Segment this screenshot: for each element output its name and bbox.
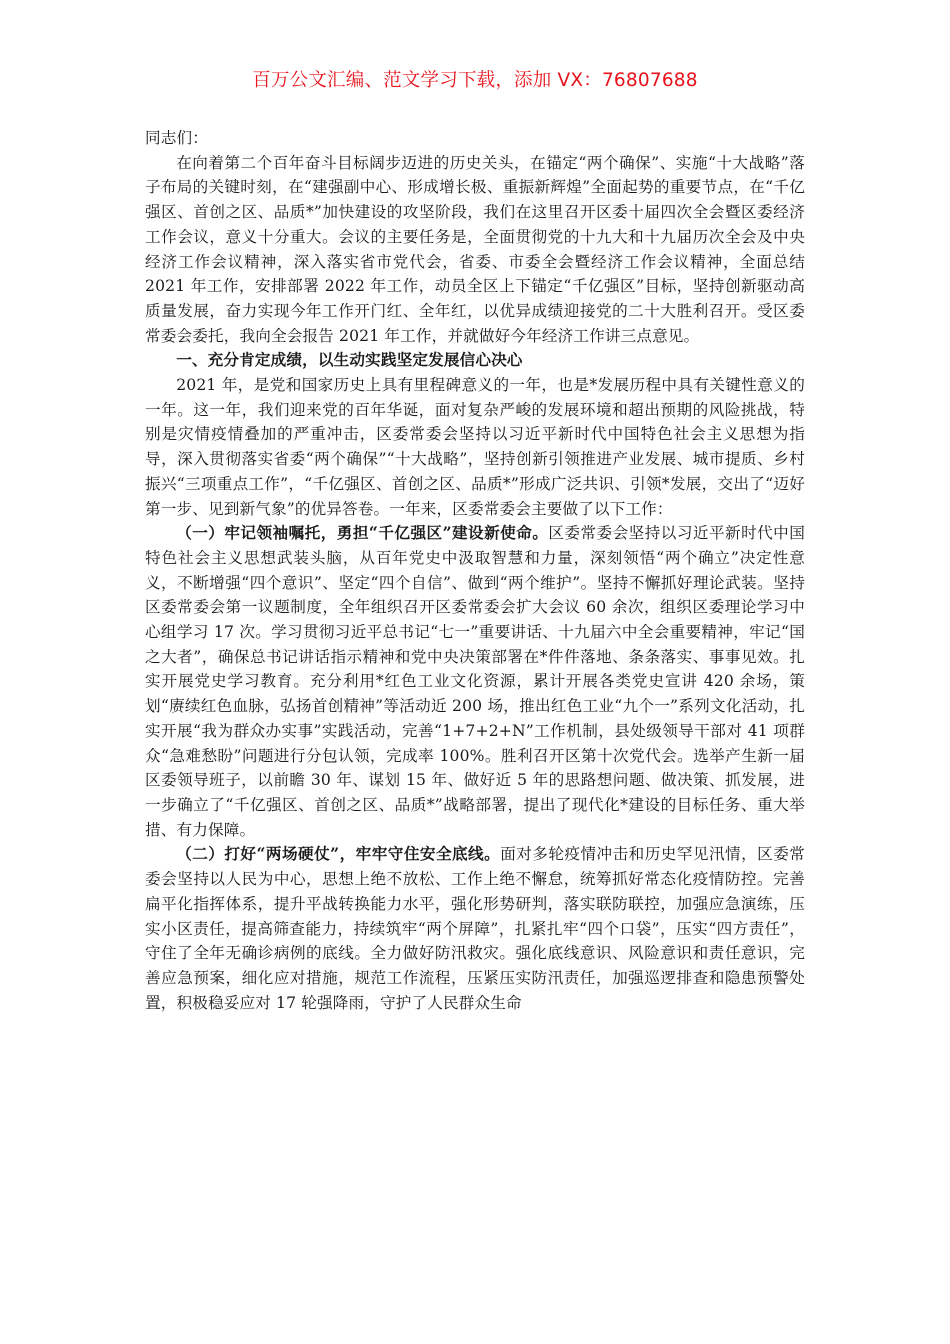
subsection-text-2: 面对多轮疫情冲击和历史罕见汛情，区委常委会坚持以人民为中心，思想上绝不放松、工作上绝不懈怠，统筹抓好常态化疫情防控。完善扁平化指挥体系，提升平战转换能力水平，强化形势研判，落实联防联控，加强应急演练，压实小区责任，提高筛查能力，持续筑牢“两个屏障”，扎紧扎牢“四个口袋”，压实“四方责任”，守住了全年无确诊病例的底线。全力做好防汛救灾。强化底线意识、风险意识和责任意识，完善应急预案，细化应对措施，规范工作流程，压紧压实防汛责任，加强巡逻排查和隐患预警处置，积极稳妥应对 17 轮强降雨，守护了人民群众生命 <box>145 845 805 1012</box>
subsection-text-1: 区委常委会坚持以习近平新时代中国特色社会主义思想武装头脑，从百年党史中汲取智慧和力量，深刻领悟“两个确立”决定性意义，不断增强“四个意识”、坚定“四个自信”、做到“两个维护”。坚持不懈抓好理论武装。坚持区委常委会第一议题制度，全年组织召开区委常委会扩大会议 60 余次，组织区委理论学习中心组学习 17 次。学习贯彻习近平总书记“七一”重要讲话、十九届六中全会重要精神，牢记“国之大者”，确保总书记讲话指示精神和党中央决策部署在*件件落地、条条落实、事事见效。扎实开展党史学习教育。充分利用*红色工业文化资源，累计开展各类党史宣讲 420 余场，策划“赓续红色血脉，弘扬首创精神”等活动近 200 场，推出红色工业“九个一”系列文化活动，扎实开展“我为群众办实事”实践活动，完善“1+7+2+N”工作机制，县处级领导干部对 41 项群众“急难愁盼”问题进行分包认领，完成率 100%。胜利召开区第十次党代会。选举产生新一届区委领导班子，以前瞻 30 年、谋划 15 年、做好近 5 年的思路想问题、做决策、抓发展，进一步确立了“千亿强区、首创之区、品质*”战略部署，提出了现代化*建设的目标任务、重大举措、有力保障。 <box>145 524 805 839</box>
subsection-heading-2: （二）打好“两场硬仗”，牢牢守住安全底线。 <box>176 844 501 864</box>
subsection-heading-1: （一）牢记领袖嘱托，勇担“千亿强区”建设新使命。 <box>176 523 549 543</box>
subsection-paragraph-2 <box>145 842 805 1015</box>
salutation: 同志们： <box>145 129 208 147</box>
document-body <box>145 126 805 1015</box>
section-paragraph: 2021 年，是党和国家历史上具有里程碑意义的一年，也是*发展历程中具有关键性意义的一年。这一年，我们迎来党的百年华诞，面对复杂严峻的发展环境和超出预期的风险挑战，特别是灾情疫情叠加的严重冲击，区委常委会坚持以习近平新时代中国特色社会主义思想为指导，深入贯彻落实省委“两个确保”“十大战略”，坚持创新引领推进产业发展、城市提质、乡村振兴“三项重点工作”，“千亿强区、首创之区、品质*”形成广泛共识、引领*发展，交出了“迈好第一步、见到新气象”的优异答卷。一年来，区委常委会主要做了以下工作： <box>145 376 805 518</box>
intro-paragraph: 在向着第二个百年奋斗目标阔步迈进的历史关头，在锚定“两个确保”、实施“十大战略”落子布局的关键时刻，在“建强副中心、形成增长极、重振新辉煌”全面起势的重要节点，在“千亿强区、首创之区、品质*”加快建设的攻坚阶段，我们在这里召开区委十届四次全会暨区委经济工作会议，意义十分重大。会议的主要任务是，全面贯彻党的十九大和十九届历次全会及中央经济工作会议精神，深入落实省市党代会，省委、市委全会暨经济工作会议精神，全面总结 2021 年工作，安排部署 2022 年工作，动员全区上下锚定“千亿强区”目标，坚持创新驱动高质量发展，奋力实现今年工作开门红、全年红，以优异成绩迎接党的二十大胜利召开。受区委常委会委托，我向全会报告 2021 年工作，并就做好今年经济工作讲三点意见。 <box>145 153 805 345</box>
header-banner: 百万公文汇编、范文学习下载，添加 VX：76807688 <box>252 70 698 91</box>
subsection-paragraph-1 <box>145 521 805 842</box>
section-heading: 一、充分肯定成绩，以生动实践坚定发展信心决心 <box>176 350 523 370</box>
